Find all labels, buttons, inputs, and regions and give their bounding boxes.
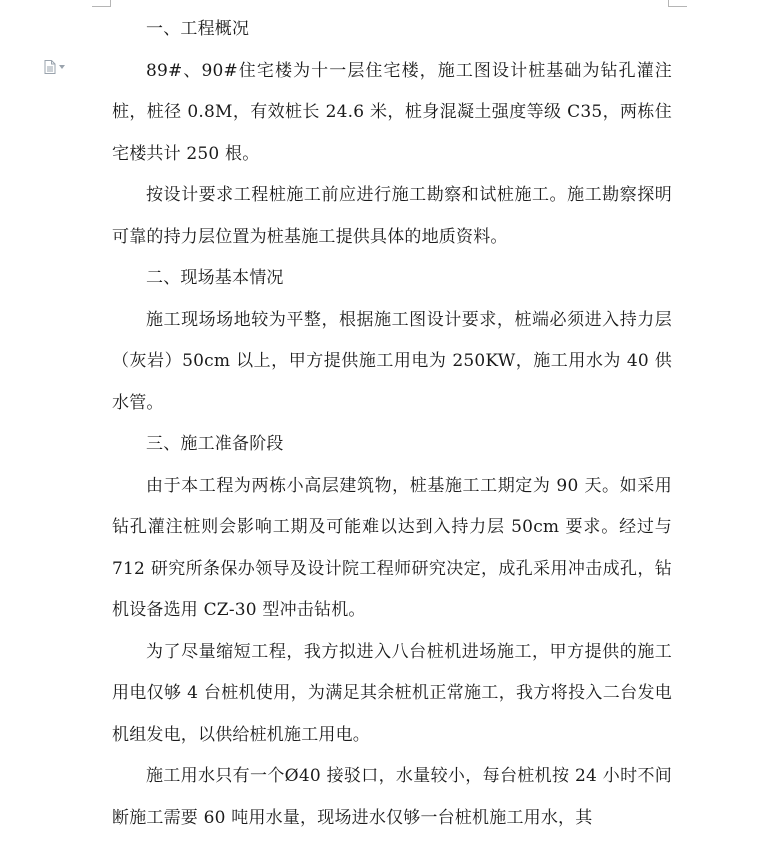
paragraph-power-supply: 为了尽量缩短工程，我方拟进入八台桩机进场施工，甲方提供的施工用电仅够 4 台桩机使用，为满足其余桩机正常施工，我方将投入二台发电机组发电，以供给桩机施工用电。 bbox=[112, 641, 672, 745]
paragraph-schedule-method: 由于本工程为两栋小高层建筑物，桩基施工工期定为 90 天。如采用钻孔灌注桩则会影响工期及可能难以达到入持力层 50cm 要求。经过与 712 研究所条保办领导及设计院工程师研究决定，成孔采用冲击成孔，钻机设备选用 CZ-30 型冲击钻机。 bbox=[112, 475, 672, 620]
paragraph-survey-requirement: 按设计要求工程桩施工前应进行施工勘察和试桩施工。施工勘察探明可靠的持力层位置为桩基施工提供具体的地质资料。 bbox=[112, 185, 672, 247]
paragraph-project-summary: 89#、90#住宅楼为十一层住宅楼，施工图设计桩基础为钻孔灌注桩，桩径 0.8M，有效桩长 24.6 米，桩身混凝土强度等级 C35，两栋住宅楼共计 250 根。 bbox=[112, 60, 672, 164]
dropdown-arrow-icon bbox=[59, 65, 65, 69]
document-body bbox=[112, 9, 672, 839]
section-heading-site-conditions: 二、现场基本情况 bbox=[146, 268, 284, 288]
paragraph-options-button[interactable] bbox=[44, 60, 65, 74]
section-heading-overview: 一、工程概况 bbox=[146, 19, 250, 39]
document-icon bbox=[44, 60, 56, 74]
page-corner-mark-right bbox=[668, 0, 687, 7]
paragraph-water-supply: 施工用水只有一个Ø40 接驳口，水量较小，每台桩机按 24 小时不间断施工需要 60 吨用水量，现场进水仅够一台桩机施工用水，其 bbox=[112, 766, 672, 828]
section-heading-preparation: 三、施工准备阶段 bbox=[146, 434, 284, 454]
page-corner-mark-left bbox=[92, 0, 111, 7]
paragraph-site-conditions: 施工现场场地较为平整，根据施工图设计要求，桩端必须进入持力层（灰岩）50cm 以上，甲方提供施工用电为 250KW，施工用水为 40 供水管。 bbox=[112, 309, 672, 413]
